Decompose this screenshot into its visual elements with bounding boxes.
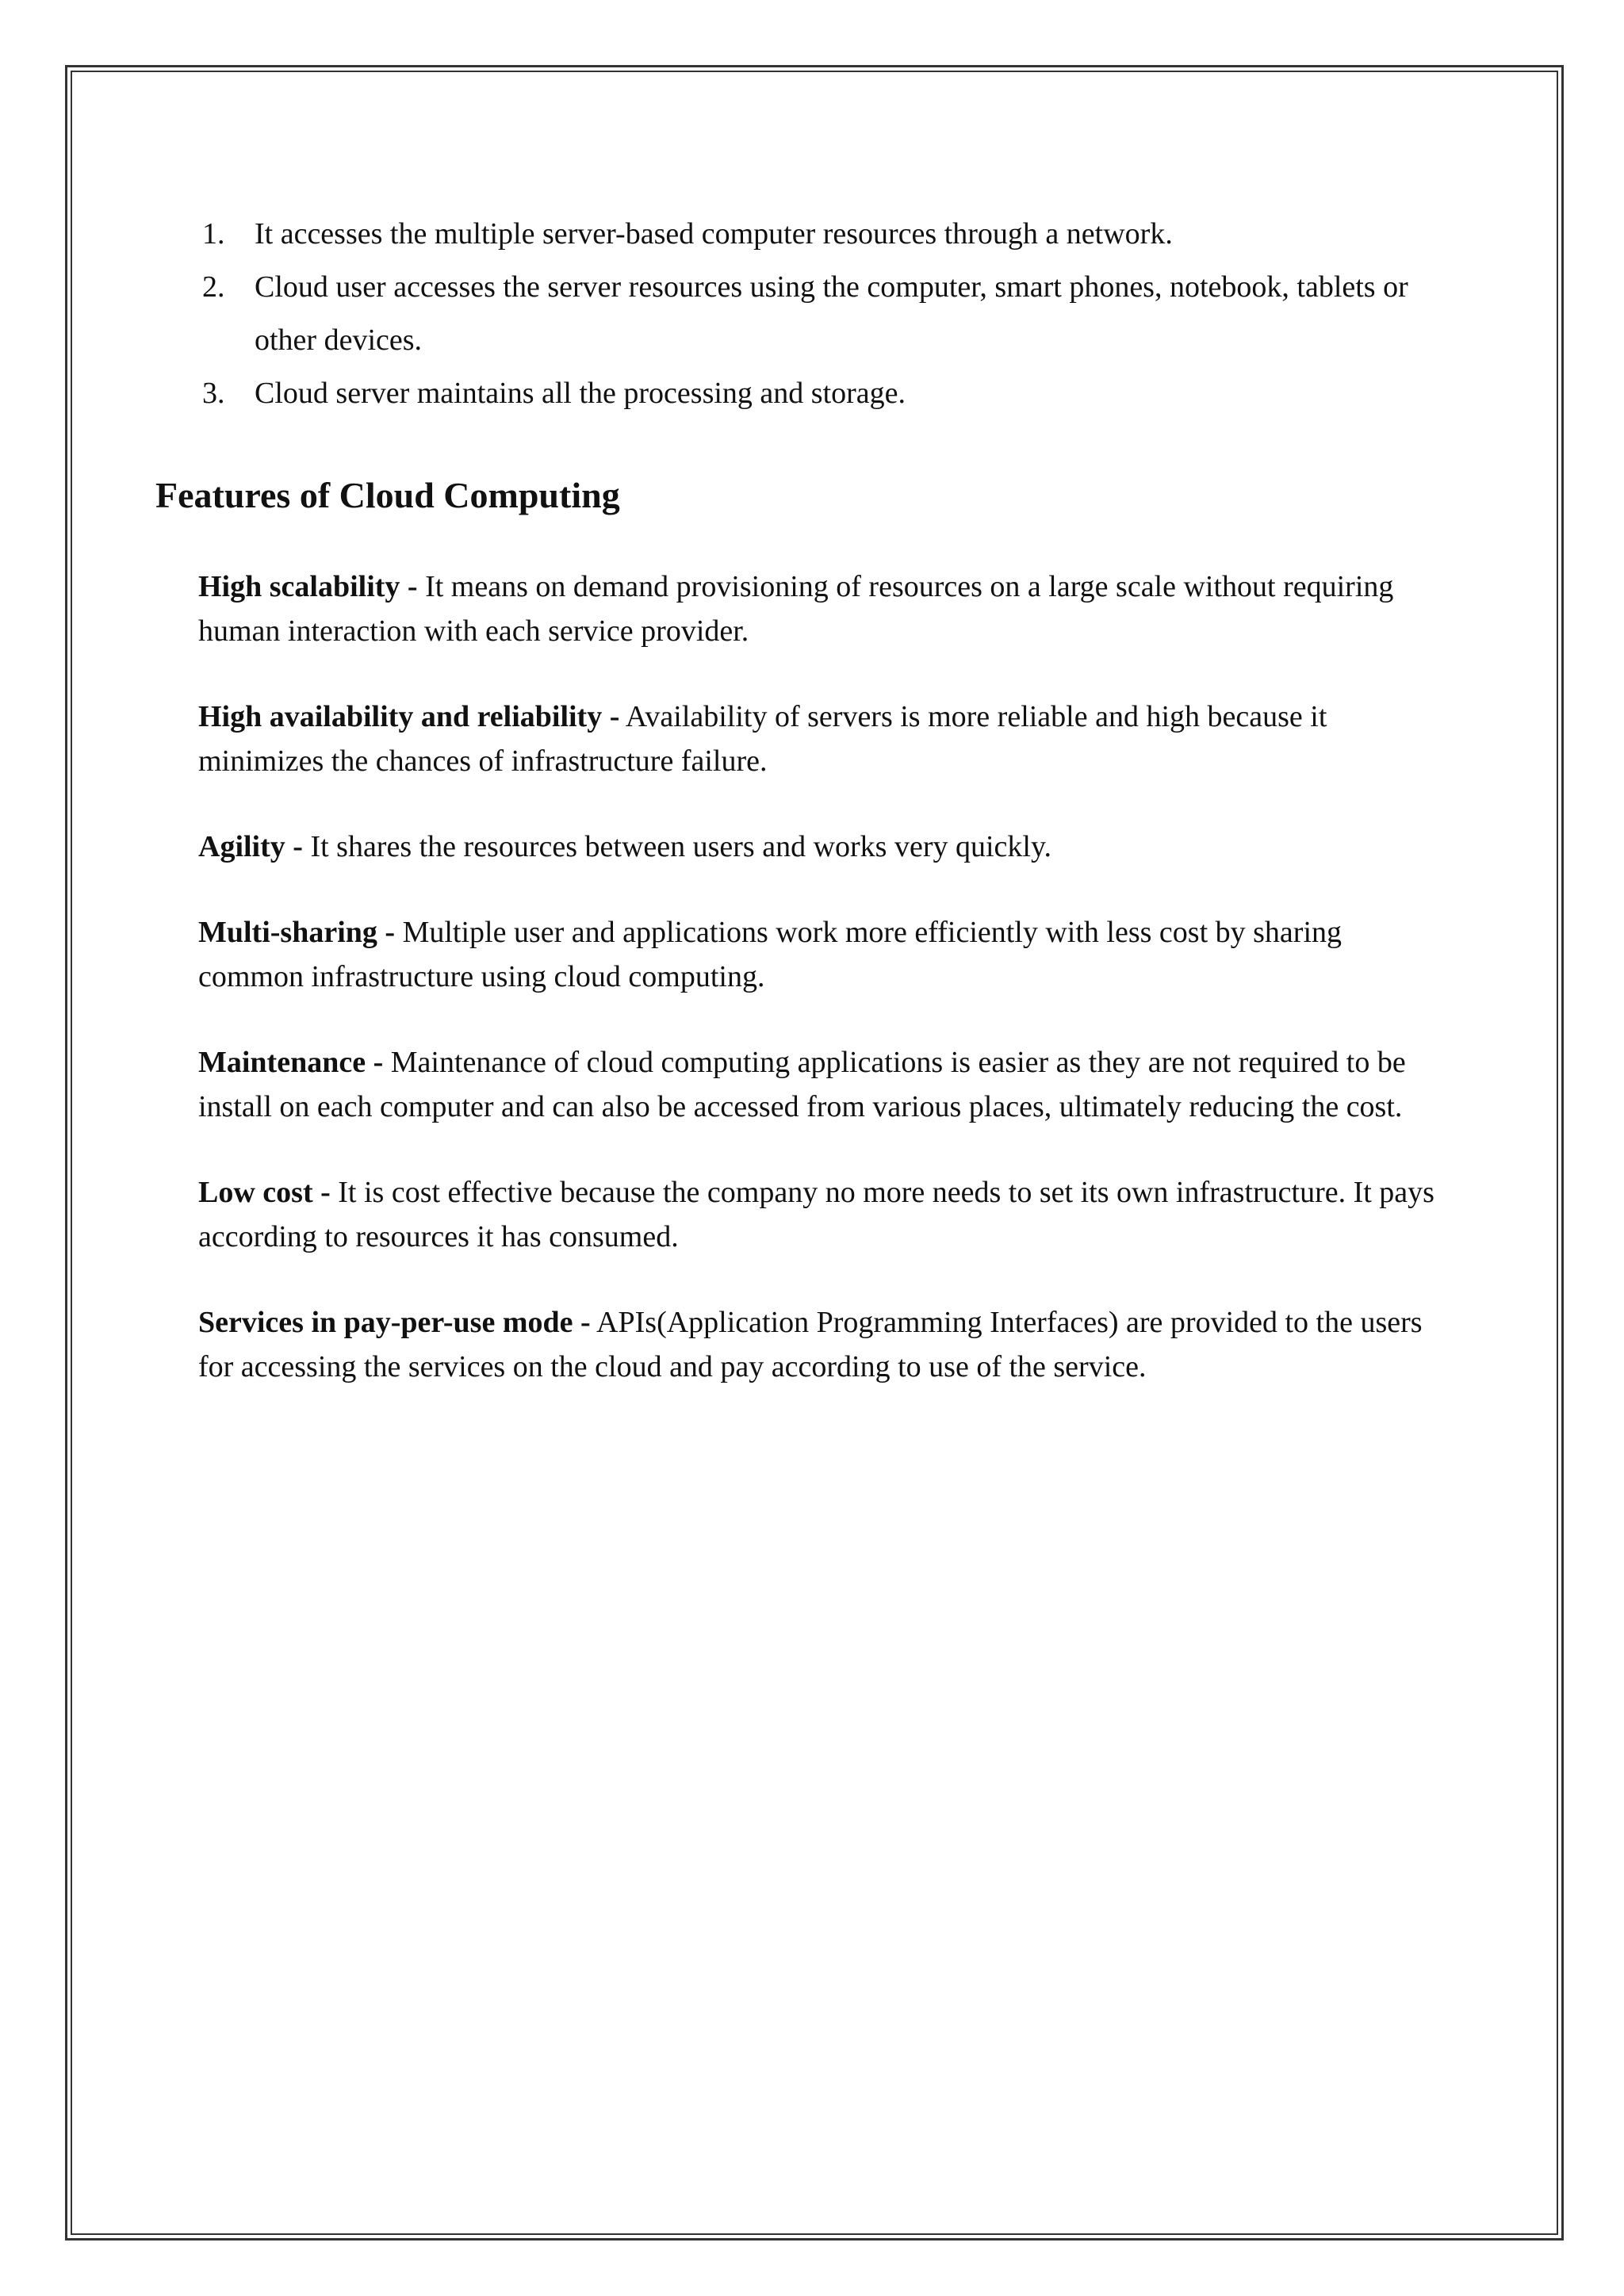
list-item [202, 208, 1439, 261]
feature-description: It is cost effective because the company no more needs to set its own infrastructure. It pays according to resources it has consumed. [198, 1176, 1434, 1253]
feature-paragraph [198, 1300, 1451, 1389]
feature-description: It shares the resources between users and works very quickly. [302, 830, 1051, 863]
list-item [202, 261, 1439, 367]
feature-term: High scalability - [198, 570, 418, 603]
feature-term: Multi-sharing - [198, 916, 396, 949]
feature-paragraph [198, 695, 1451, 783]
list-item-text: It accesses the multiple server-based computer resources through a network. [255, 217, 1173, 251]
feature-term: Agility - [198, 830, 303, 863]
feature-paragraph [198, 1040, 1451, 1129]
feature-paragraph [198, 825, 1451, 869]
list-item [202, 367, 1439, 420]
features-section [198, 564, 1451, 1430]
feature-term: Services in pay-per-use mode - [198, 1306, 591, 1339]
section-heading: Features of Cloud Computing [155, 475, 620, 515]
feature-term: Maintenance - [198, 1046, 384, 1079]
list-item-text: Cloud user accesses the server resources using the computer, smart phones, notebook, tablets or other devices. [255, 270, 1408, 357]
feature-description: Maintenance of cloud computing applications is easier as they are not required to be install on each computer and can also be accessed from various places, ultimately reducing the cost. [198, 1046, 1406, 1123]
feature-description: Availability of servers is more reliable and high because it minimizes the chances of infrastructure failure. [198, 700, 1327, 778]
feature-description: It means on demand provisioning of resources on a large scale without requiring human interaction with each service provider. [198, 570, 1394, 648]
list-item-number: 3. [202, 377, 225, 410]
list-item-number: 1. [202, 217, 225, 251]
feature-term: High availability and reliability - [198, 700, 620, 733]
feature-paragraph [198, 910, 1451, 999]
feature-description: APIs(Application Programming Interfaces) are provided to the users for accessing the services on the cloud and pay according to use of the service. [198, 1306, 1423, 1383]
feature-term: Low cost - [198, 1176, 331, 1209]
list-item-number: 2. [202, 270, 225, 304]
feature-paragraph [198, 564, 1451, 653]
list-item-text: Cloud server maintains all the processing and storage. [255, 377, 906, 410]
feature-paragraph [198, 1170, 1451, 1259]
feature-description: Multiple user and applications work more efficiently with less cost by sharing common infrastructure using cloud computing. [198, 916, 1342, 993]
numbered-list [202, 208, 1439, 420]
